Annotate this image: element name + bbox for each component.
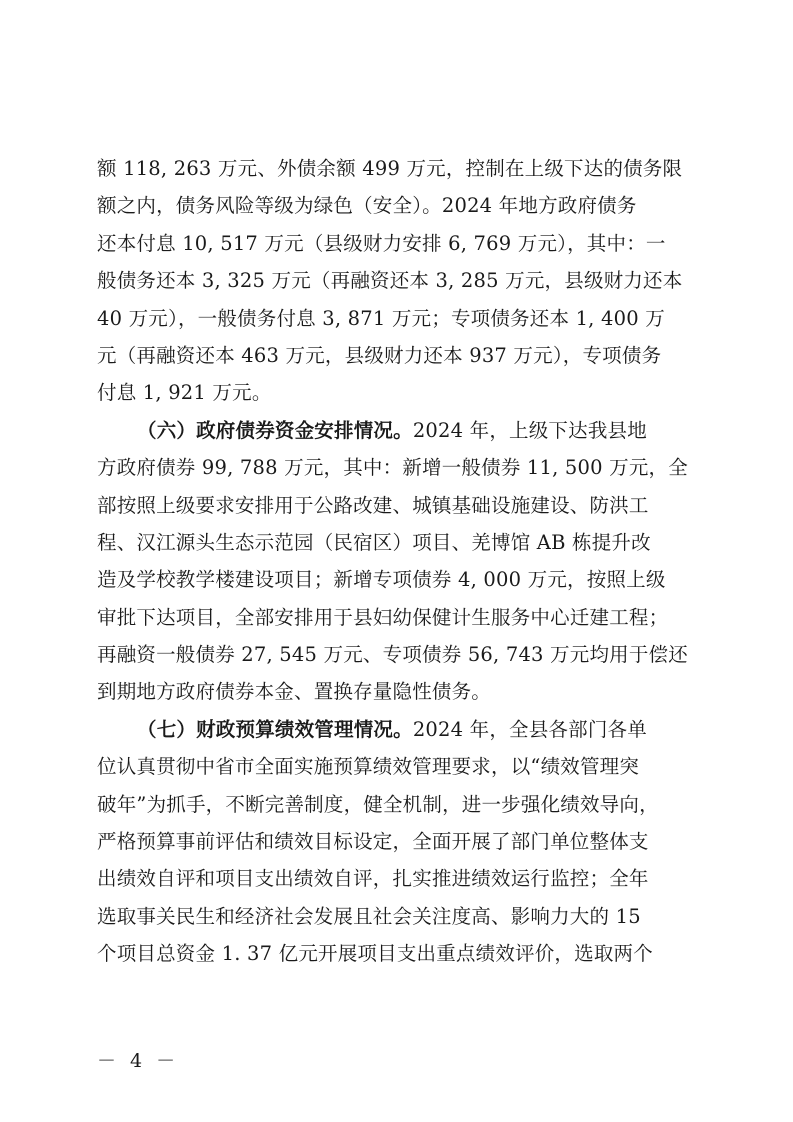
text-line: 位认真贯彻中省市全面实施预算绩效管理要求，以“绩效管理突 <box>97 755 640 779</box>
text-line: 付息 1, 921 万元。 <box>97 381 272 405</box>
text-line: 出绩效自评和项目支出绩效自评，扎实推进绩效运行监控；全年 <box>97 867 649 891</box>
section-six-first-line <box>97 412 697 449</box>
text-line: 再融资一般债券 27, 545 万元、专项债券 56, 743 万元均用于偿还 <box>97 643 688 667</box>
text-line: 额 118, 263 万元、外债余额 499 万元，控制在上级下达的债务限 <box>97 157 683 180</box>
text-line: 个项目总资金 1. 37 亿元开展项目支出重点绩效评价，选取两个 <box>97 942 653 966</box>
text-line: 部按照上级要求安排用于公路改建、城镇基础设施建设、防洪工 <box>97 493 649 517</box>
text-line: 程、汉江源头生态示范园（民宿区）项目、羌博馆 AB 栋提升改 <box>97 530 651 554</box>
body-text <box>97 150 697 973</box>
text-line: 选取事关民生和经济社会发展且社会关注度高、影响力大的 15 <box>97 904 641 928</box>
text-line: 严格预算事前评估和绩效目标设定，全面开展了部门单位整体支 <box>97 830 649 854</box>
page-number: － 4 － <box>97 1050 180 1072</box>
text-line: 审批下达项目，全部安排用于县妇幼保健计生服务中心迁建工程； <box>97 605 669 629</box>
text-line: 额之内，债务风险等级为绿色（安全）。2024 年地方政府债务 <box>97 194 637 218</box>
text-line: 还本付息 10, 517 万元（县级财力安排 6, 769 万元），其中：一 <box>97 231 666 255</box>
section-seven-first-line <box>97 711 697 748</box>
text-line: 般债务还本 3, 325 万元（再融资还本 3, 285 万元，县级财力还本 <box>97 269 683 293</box>
text-line: 元（再融资还本 463 万元，县级财力还本 937 万元），专项债务 <box>97 343 662 367</box>
text-line: 造及学校教学楼建设项目；新增专项债券 4, 000 万元，按照上级 <box>97 568 666 592</box>
text-line: 方政府债券 99, 788 万元，其中：新增一般债券 11, 500 万元，全 <box>97 456 688 480</box>
section-seven-first-line-text: 2024 年，全县各部门各单 <box>412 717 647 741</box>
text-line: 40 万元），一般债务付息 3, 871 万元；专项债务还本 1, 400 万 <box>97 306 665 330</box>
section-six-first-line-text: 2024 年，上级下达我县地 <box>412 418 647 442</box>
text-line: 破年”为抓手，不断完善制度，健全机制，进一步强化绩效导向， <box>97 792 659 816</box>
section-six-heading: （六）政府债券资金安排情况。 <box>137 418 413 442</box>
text-line: 到期地方政府债券本金、置换存量隐性债务。 <box>97 680 492 704</box>
section-seven-heading: （七）财政预算绩效管理情况。 <box>137 717 413 741</box>
